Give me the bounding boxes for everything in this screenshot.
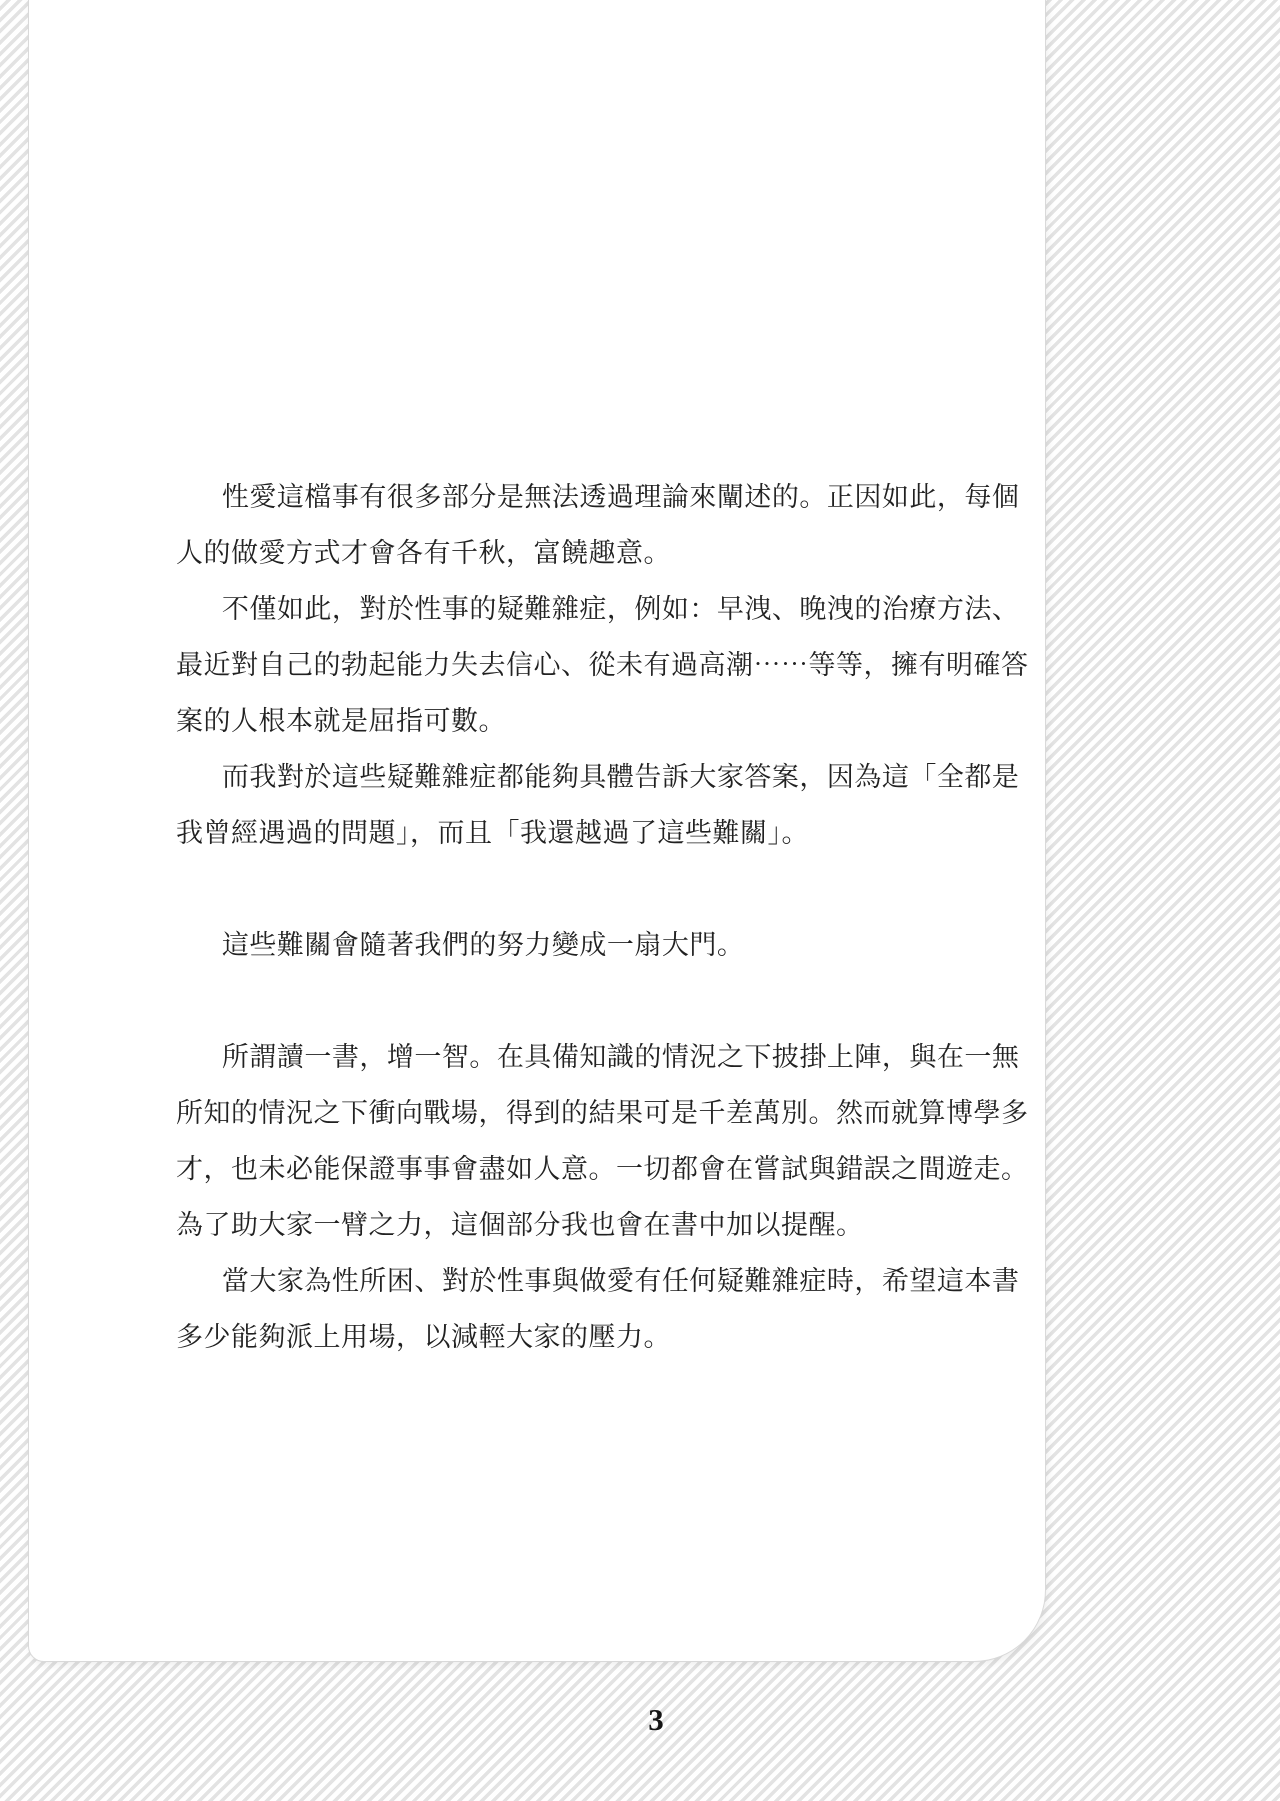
text-line: 我曾經遇過的問題」，而且「我還越過了這些難關」。 <box>176 818 809 848</box>
paragraph <box>176 1253 1020 1365</box>
text-line: 最近對自己的勃起能力失去信心、從未有過高潮⋯⋯等等，擁有明確答 <box>176 650 1029 680</box>
text-line: 所知的情況之下衝向戰場，得到的結果可是千差萬別。然而就算博學多 <box>176 1098 1029 1128</box>
page-paper <box>28 0 1046 1662</box>
text-line: 所謂讀一書，增一智。在具備知識的情況之下披掛上陣，與在一無 <box>221 1042 1020 1072</box>
paragraph <box>176 917 1006 973</box>
text-line: 為了助大家一臂之力，這個部分我也會在書中加以提醒。 <box>176 1210 864 1240</box>
paragraph <box>176 1029 1029 1253</box>
text-line: 而我對於這些疑難雜症都能夠具體告訴大家答案，因為這「全都是 <box>221 762 1020 792</box>
paragraph <box>176 581 1029 749</box>
paragraph <box>176 749 1020 861</box>
text-line: 當大家為性所困、對於性事與做愛有任何疑難雜症時，希望這本書 <box>221 1266 1020 1296</box>
text-line: 多少能夠派上用場，以減輕大家的壓力。 <box>176 1322 671 1352</box>
page-number: 3 <box>648 1702 664 1737</box>
text-line: 性愛這檔事有很多部分是無法透過理論來闡述的。正因如此，每個 <box>221 482 1020 512</box>
text-line: 這些難關會隨著我們的努力變成一扇大門。 <box>221 930 745 960</box>
body-text <box>176 469 1029 1365</box>
text-line: 不僅如此，對於性事的疑難雜症，例如：早洩、晚洩的治療方法、 <box>221 594 1020 624</box>
paragraph <box>176 469 1020 581</box>
text-line: 案的人根本就是屈指可數。 <box>176 706 506 736</box>
text-line: 才，也未必能保證事事會盡如人意。一切都會在嘗試與錯誤之間遊走。 <box>176 1154 1029 1184</box>
text-line: 人的做愛方式才會各有千秋，富饒趣意。 <box>176 538 671 568</box>
